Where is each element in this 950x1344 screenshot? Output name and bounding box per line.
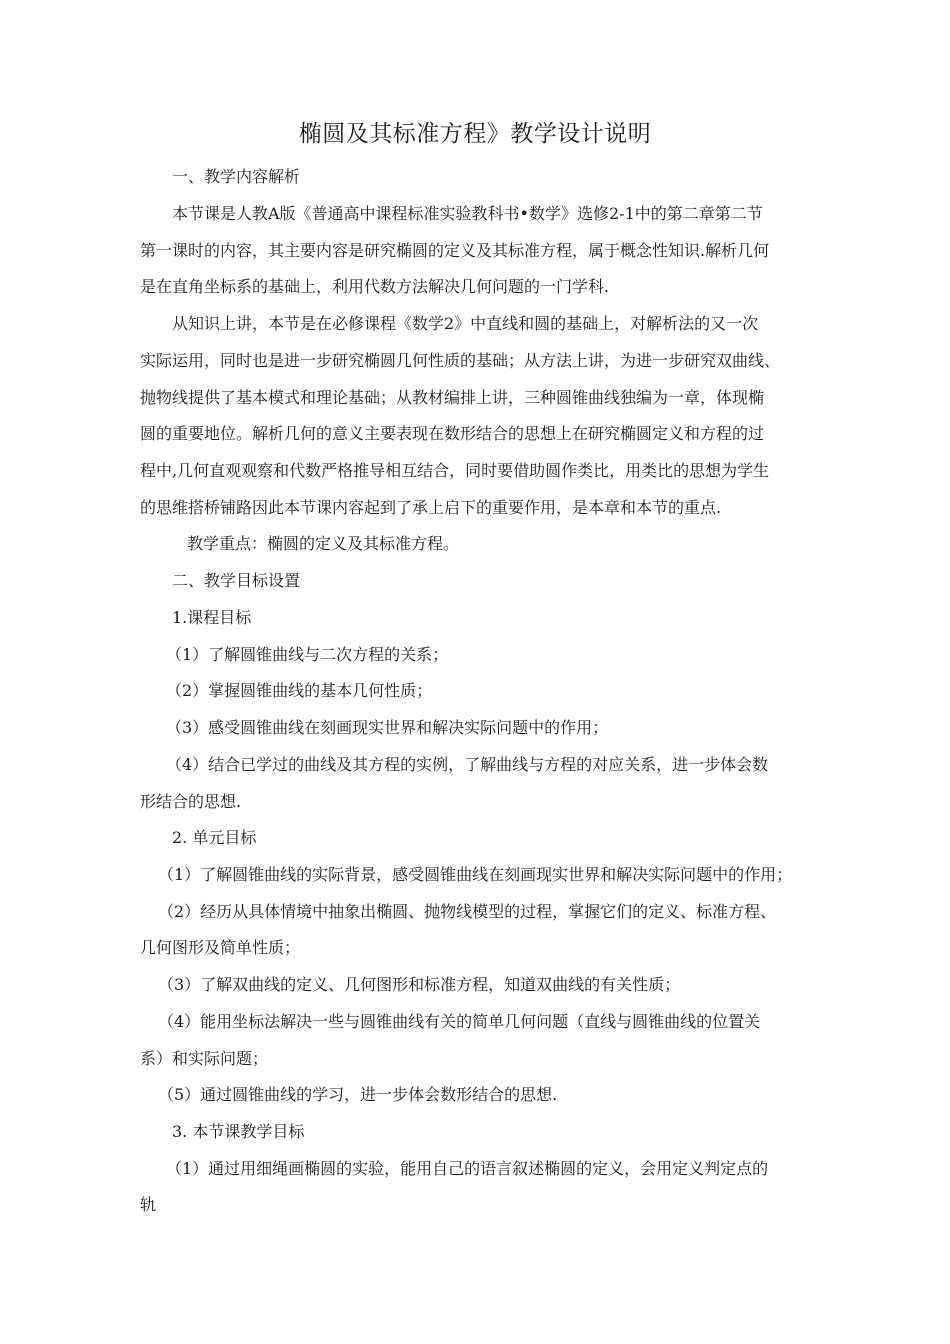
- paragraph-line: 从知识上讲，本节是在必修课程《数学2》中直线和圆的基础上，对解析法的又一次: [172, 314, 759, 333]
- document-title: 椭圆及其标准方程》教学设计说明: [298, 121, 652, 147]
- list-item: （3）了解双曲线的定义、几何图形和标准方程，知道双曲线的有关性质；: [158, 975, 681, 994]
- paragraph-line: 的思维搭桥铺路因此本节课内容起到了承上启下的重要作用，是本章和本节的重点.: [140, 498, 722, 517]
- paragraph-line: 抛物线提供了基本模式和理论基础；从教材编排上讲，三种圆锥曲线独编为一章，体现椭: [140, 388, 765, 407]
- paragraph-line: 本节课是人教A版《普通高中课程标准实验教科书•数学》选修2-1中的第二章第二节: [172, 204, 763, 223]
- list-item-continuation: 轨: [140, 1195, 157, 1214]
- list-item-continuation: 形结合的思想.: [140, 792, 242, 811]
- list-item-continuation: 系）和实际问题；: [140, 1049, 269, 1068]
- list-item: （2）掌握圆锥曲线的基本几何性质；: [166, 681, 433, 700]
- list-item: （1）了解圆锥曲线的实际背景，感受圆锥曲线在刻画现实世界和解决实际问题中的作用；: [158, 865, 793, 884]
- subheading-course-goals: 1.课程目标: [172, 608, 252, 627]
- subheading-lesson-goals: 3. 本节课教学目标: [172, 1122, 305, 1141]
- teaching-focus: 教学重点：椭圆的定义及其标准方程。: [187, 534, 460, 553]
- paragraph-line: 是在直角坐标系的基础上，利用代数方法解决几何问题的一门学科.: [140, 277, 610, 296]
- paragraph-line: 第一课时的内容，其主要内容是研究椭圆的定义及其标准方程，属于概念性知识.解析几何: [140, 241, 770, 260]
- paragraph-line: 实际运用，同时也是进一步研究椭圆几何性质的基础；从方法上讲，为进一步研究双曲线、: [140, 351, 781, 370]
- list-item: （1）通过用细绳画椭圆的实验，能用自己的语言叙述椭圆的定义，会用定义判定点的: [166, 1159, 769, 1178]
- section-heading-content-analysis: 一、教学内容解析: [172, 167, 301, 186]
- section-heading-objectives: 二、教学目标设置: [172, 571, 301, 590]
- list-item: （5）通过圆锥曲线的学习，进一步体会数形结合的思想.: [158, 1085, 558, 1104]
- paragraph-line: 圆的重要地位。解析几何的意义主要表现在数形结合的思想上在研究椭圆定义和方程的过: [140, 424, 765, 443]
- list-item: （2）经历从具体情境中抽象出椭圆、抛物线模型的过程，掌握它们的定义、标准方程、: [158, 902, 777, 921]
- list-item-continuation: 几何图形及简单性质；: [140, 938, 301, 957]
- list-item: （4）能用坐标法解决一些与圆锥曲线有关的简单几何问题（直线与圆锥曲线的位置关: [158, 1012, 761, 1031]
- list-item: （4）结合已学过的曲线及其方程的实例，了解曲线与方程的对应关系，进一步体会数: [166, 755, 769, 774]
- list-item: （1）了解圆锥曲线与二次方程的关系；: [166, 645, 449, 664]
- paragraph-line: 程中,几何直观观察和代数严格推导相互结合，同时要借助圆作类比，用类比的思想为学生: [140, 461, 770, 480]
- subheading-unit-goals: 2. 单元目标: [172, 828, 257, 847]
- list-item: （3）感受圆锥曲线在刻画现实世界和解决实际问题中的作用；: [166, 718, 609, 737]
